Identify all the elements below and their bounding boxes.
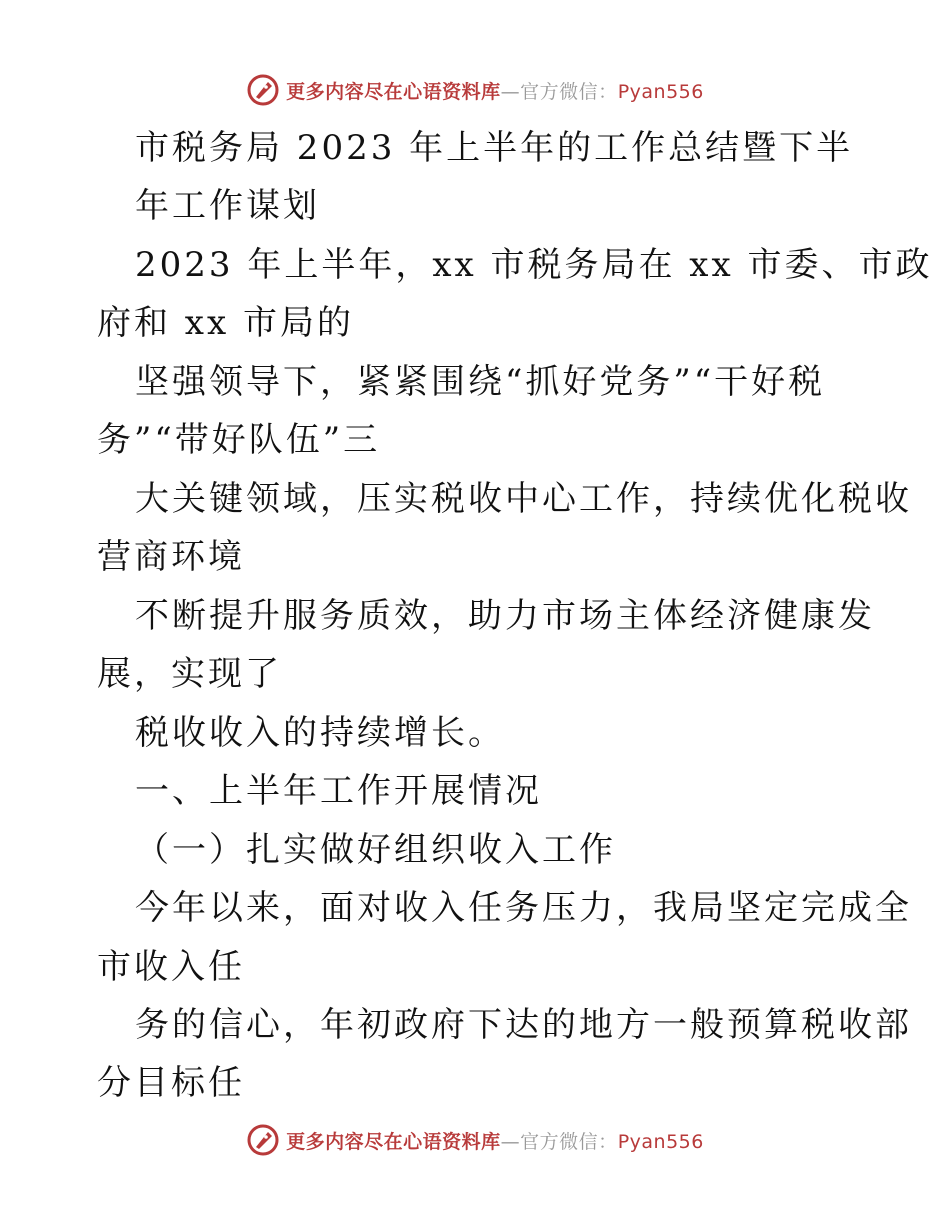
doc-line: 务”“带好队伍”三 — [97, 420, 381, 460]
subsection-heading: （一）扎实做好组织收入工作 — [135, 830, 616, 870]
watermark-separator: — — [500, 1130, 521, 1153]
watermark-id: Pyan556 — [617, 1130, 704, 1153]
doc-line: 市收入任 — [97, 947, 245, 987]
doc-title-line-1: 市税务局 2023 年上半年的工作总结暨下半 — [135, 128, 854, 168]
doc-line: 今年以来，面对收入任务压力，我局坚定完成全 — [135, 888, 912, 928]
doc-line: 2023 年上半年，xx 市税务局在 xx 市委、市政 — [135, 245, 933, 285]
doc-line: 展，实现了 — [97, 654, 282, 694]
watermark-brand: 更多内容尽在心语资料库 — [286, 1130, 501, 1153]
watermark-official: 官方微信： — [520, 80, 618, 103]
header-watermark — [0, 70, 950, 110]
doc-title-line-2: 年工作谋划 — [135, 186, 320, 226]
doc-line: 务的信心，年初政府下达的地方一般预算税收部 — [135, 1005, 912, 1045]
watermark-separator: — — [500, 80, 521, 103]
watermark-brand: 更多内容尽在心语资料库 — [286, 80, 501, 103]
doc-line: 不断提升服务质效，助力市场主体经济健康发 — [135, 596, 875, 636]
watermark-id: Pyan556 — [617, 80, 704, 103]
doc-line: 坚强领导下，紧紧围绕“抓好党务”“干好税 — [135, 362, 826, 402]
footer-watermark — [0, 1120, 950, 1160]
pen-nib-logo-icon — [246, 1123, 280, 1157]
doc-line: 税收收入的持续增长。 — [135, 713, 505, 753]
section-heading: 一、上半年工作开展情况 — [135, 771, 542, 811]
watermark-official: 官方微信： — [520, 1130, 618, 1153]
doc-line: 府和 xx 市局的 — [97, 303, 354, 343]
doc-line: 营商环境 — [97, 537, 245, 577]
pen-nib-logo-icon — [246, 73, 280, 107]
doc-line: 大关键领域，压实税收中心工作，持续优化税收 — [135, 479, 912, 519]
doc-line: 分目标任 — [97, 1063, 245, 1103]
